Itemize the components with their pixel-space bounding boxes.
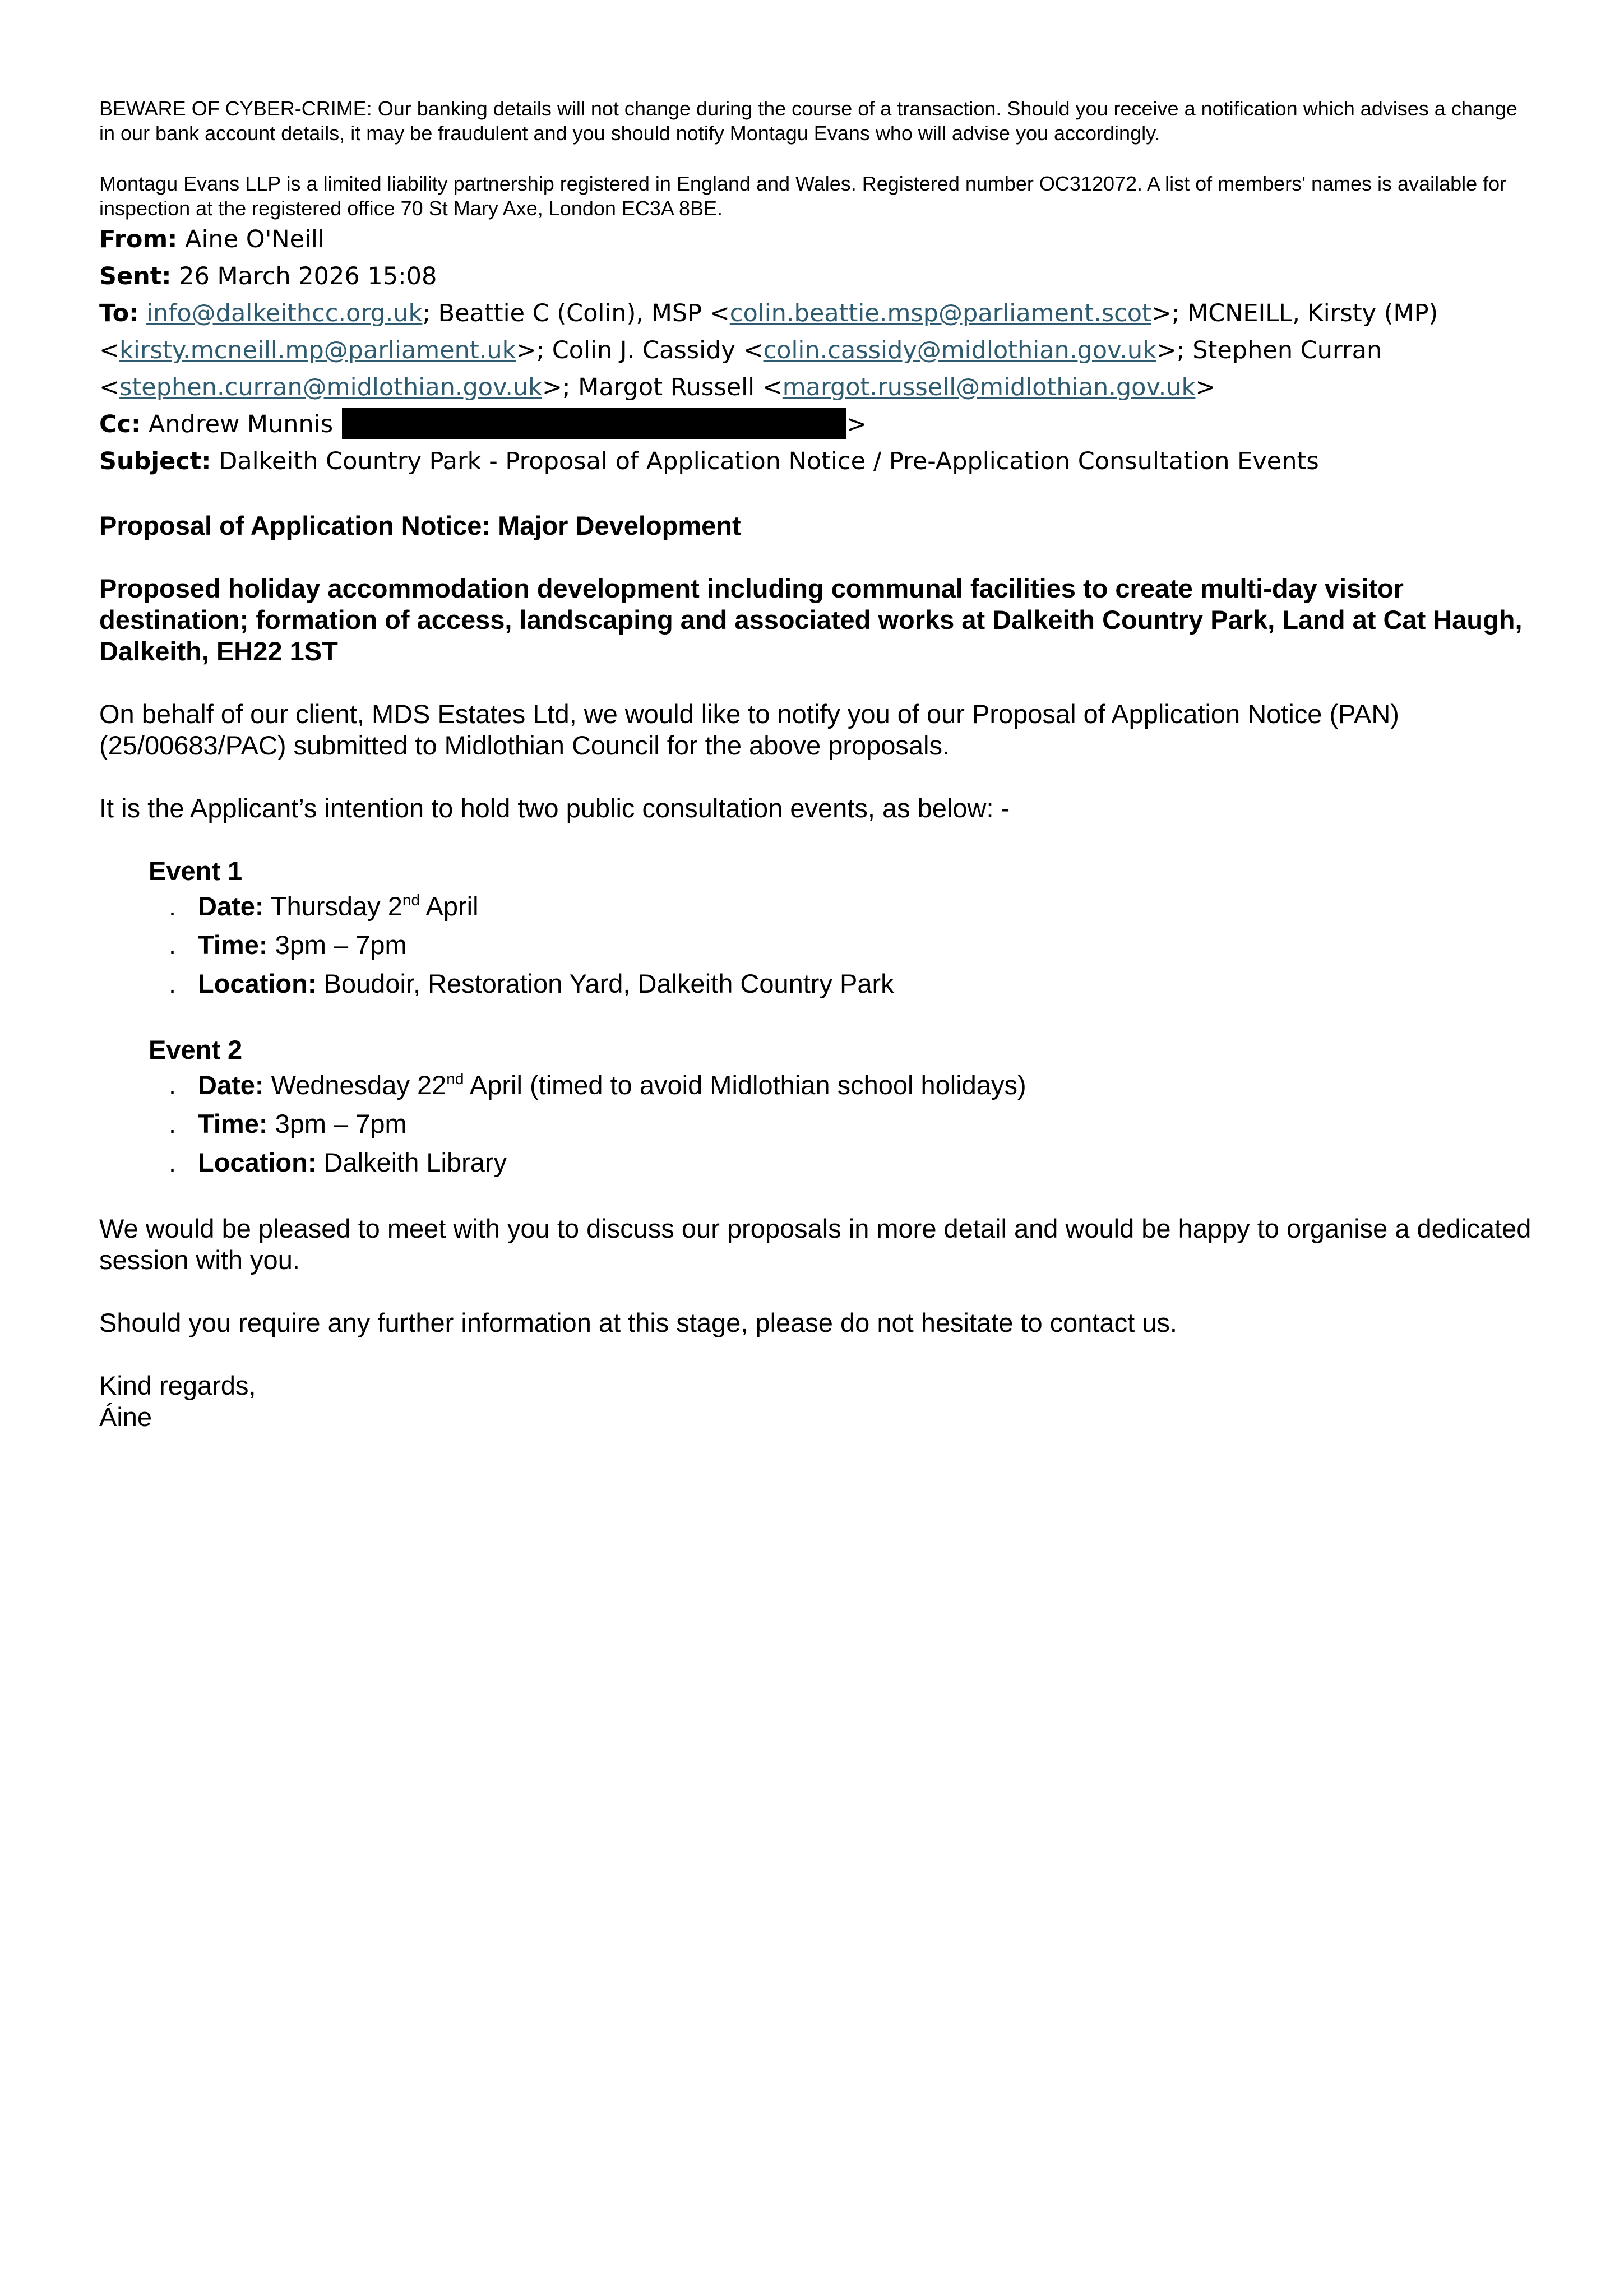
event-details-list [149,1066,1534,1182]
to-row [99,295,1534,406]
to-separator: >; Stephen Curran < [99,336,1382,401]
email-link-kirsty-mcneill[interactable]: kirsty.mcneill.mp@parliament.uk [119,336,516,364]
date-ordinal: nd [446,1070,464,1087]
date-label: Date: [198,891,264,921]
to-separator: >; Margot Russell < [542,373,783,401]
location-label: Location: [198,1147,317,1177]
event-date-item [149,887,1534,925]
event-time-item [149,925,1534,964]
cc-end: > [846,410,867,438]
to-separator: ; Beattie C (Colin), MSP < [422,299,730,327]
location-label: Location: [198,969,317,998]
event-1 [149,855,1534,1003]
cc-value: Andrew Munnis [148,410,334,438]
subject-value: Dalkeith Country Park - Proposal of Application Notice / Pre-Application Consultation Events [219,447,1319,475]
redaction-bar [342,408,846,439]
sent-value: 26 March 2026 15:08 [179,262,437,290]
to-separator: >; MCNEILL, Kirsty (MP) < [99,299,1438,364]
event-location-item [149,964,1534,1003]
paragraph-notify: On behalf of our client, MDS Estates Ltd, we would like to notify you of our Proposal of Application Notice (PAN) (25/00683/PAC) submitted to Midlothian Council for the above proposals. [99,699,1399,760]
bullet-icon: . [169,1109,177,1138]
event-time-item [149,1104,1534,1143]
time-value: 3pm – 7pm [275,930,407,960]
event-date-item [149,1066,1534,1104]
email-header [99,221,1534,480]
paragraph-meet: We would be pleased to meet with you to discuss our proposals in more detail and would be happy to organise a dedicated session with you. [99,1214,1532,1275]
sent-label: Sent: [99,262,172,290]
paragraph-contact: Should you require any further information at this stage, please do not hesitate to contact us. [99,1308,1177,1337]
email-document [99,96,1534,1433]
event-title: Event 1 [149,856,243,886]
sign-off: Kind regards, [99,1371,256,1400]
date-month: April (timed to avoid Midlothian school holidays) [469,1070,1026,1100]
to-end: > [1195,373,1216,401]
email-link-margot-russell[interactable]: margot.russell@midlothian.gov.uk [782,373,1196,401]
email-link-colin-beattie[interactable]: colin.beattie.msp@parliament.scot [729,299,1151,327]
date-ordinal: nd [402,891,420,909]
date-value: Thursday 2 [270,891,402,921]
llp-disclaimer: Montagu Evans LLP is a limited liability partnership registered in England and Wales. Registered number OC312072. A list of members' names is available for inspection at the registered office 70 St Mary Axe, London EC3A 8BE. [99,172,1507,220]
email-link-dalkeithcc[interactable]: info@dalkeithcc.org.uk [146,299,423,327]
event-location-item [149,1143,1534,1182]
time-label: Time: [198,1109,268,1138]
event-2 [149,1034,1534,1182]
event-title: Event 2 [149,1035,243,1064]
time-label: Time: [198,930,268,960]
location-value: Boudoir, Restoration Yard, Dalkeith Country Park [323,969,894,998]
cc-label: Cc: [99,410,141,438]
time-value: 3pm – 7pm [275,1109,407,1138]
sent-row [99,258,1534,295]
event-details-list [149,887,1534,1003]
bullet-icon: . [169,969,177,998]
bullet-icon: . [169,1070,177,1100]
subject-label: Subject: [99,447,211,475]
notice-heading: Proposal of Application Notice: Major Development [99,511,741,540]
date-label: Date: [198,1070,264,1100]
from-label: From: [99,225,178,253]
proposal-heading: Proposed holiday accommodation development including communal facilities to create multi-day visitor destination; formation of access, landscaping and associated works at Dalkeith Country Park, Land at Cat Haugh, Dalkeith, EH22 1ST [99,573,1523,666]
email-link-stephen-curran[interactable]: stephen.curran@midlothian.gov.uk [119,373,543,401]
cc-row [99,406,1534,443]
cyber-crime-disclaimer: BEWARE OF CYBER-CRIME: Our banking details will not change during the course of a transaction. Should you receive a notification which advises a change in our bank account details, it may be fraudulent and you should notify Montagu Evans who will advise you accordingly. [99,97,1517,145]
bullet-icon: . [169,891,177,921]
from-value: Aine O'Neill [185,225,325,253]
from-row [99,221,1534,258]
paragraph-intention: It is the Applicant’s intention to hold two public consultation events, as below: - [99,793,1010,823]
email-link-colin-cassidy[interactable]: colin.cassidy@midlothian.gov.uk [763,336,1157,364]
date-value: Wednesday 22 [271,1070,447,1100]
email-body [99,510,1534,1433]
to-separator: >; Colin J. Cassidy < [516,336,764,364]
subject-row [99,443,1534,480]
bullet-icon: . [169,1147,177,1177]
date-month: April [425,891,479,921]
location-value: Dalkeith Library [323,1147,507,1177]
signature: Áine [99,1402,152,1432]
to-label: To: [99,299,139,327]
bullet-icon: . [169,930,177,960]
